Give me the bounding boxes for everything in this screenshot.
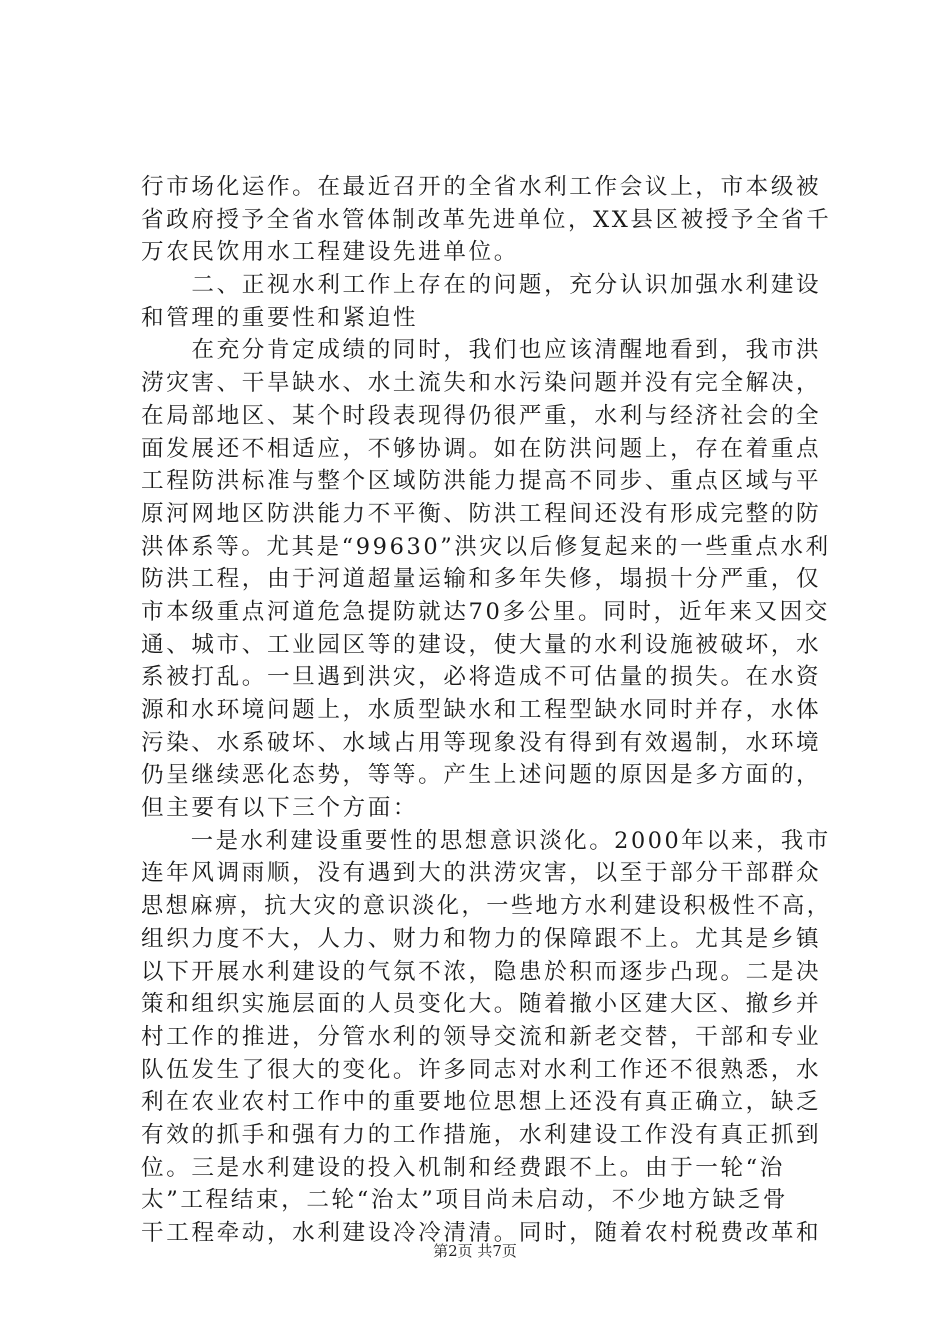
text-line: 连年风调雨顺，没有遇到大的洪涝灾害，以至于部分干部群众 <box>141 860 822 887</box>
text-line: 原河网地区防洪能力不平衡、防洪工程间还没有形成完整的防 <box>141 500 822 527</box>
text-line: 省政府授予全省水管体制改革先进单位，XX县区被授予全省千 <box>141 206 832 233</box>
text-line: 行市场化运作。在最近召开的全省水利工作会议上，市本级被 <box>141 174 822 200</box>
text-line: 有效的抓手和强有力的工作措施，水利建设工作没有真正抓到 <box>141 1121 822 1148</box>
text-line: 队伍发生了很大的变化。许多同志对水利工作还不很熟悉，水 <box>141 1056 822 1083</box>
text-line: 在局部地区、某个时段表现得仍很严重，水利与经济社会的全 <box>141 402 822 429</box>
text-line: 策和组织实施层面的人员变化大。随着撤小区建大区、撤乡并 <box>141 991 822 1018</box>
body-text <box>141 171 831 1250</box>
text-line: 通、城市、工业园区等的建设，使大量的水利设施被破坏，水 <box>141 631 822 658</box>
text-line: 太”工程结束，二轮“治太”项目尚未启动，不少地方缺乏骨 <box>141 1187 789 1214</box>
text-line: 洪体系等。尤其是“99630”洪灾以后修复起来的一些重点水利 <box>141 533 831 560</box>
text-line: 防洪工程，由于河道超量运输和多年失修，塌损十分严重，仅 <box>141 566 822 593</box>
text-line: 利在农业农村工作中的重要地位思想上还没有真正确立，缺乏 <box>141 1089 822 1116</box>
text-line: 万农民饮用水工程建设先进单位。 <box>141 239 519 266</box>
text-line: 干工程牵动，水利建设冷冷清清。同时，随着农村税费改革和 <box>141 1220 822 1246</box>
text-line: 仍呈继续恶化态势，等等。产生上述问题的原因是多方面的， <box>141 762 822 789</box>
text-line: 但主要有以下三个方面： <box>141 795 419 822</box>
text-line: 在充分肯定成绩的同时，我们也应该清醒地看到，我市洪 <box>141 337 822 364</box>
text-line: 涝灾害、干旱缺水、水土流失和水污染问题并没有完全解决， <box>141 370 822 397</box>
text-line: 市本级重点河道危急提防就达70多公里。同时，近年来又因交 <box>141 598 830 625</box>
text-line: 系被打乱。一旦遇到洪灾，必将造成不可估量的损失。在水资 <box>141 664 822 691</box>
text-line: 面发展还不相适应，不够协调。如在防洪问题上，存在着重点 <box>141 435 822 462</box>
text-line: 位。三是水利建设的投入机制和经费跟不上。由于一轮“治 <box>141 1154 785 1181</box>
text-line: 组织力度不大，人力、财力和物力的保障跟不上。尤其是乡镇 <box>141 925 822 952</box>
text-line: 工程防洪标准与整个区域防洪能力提高不同步、重点区域与平 <box>141 468 822 495</box>
text-line: 源和水环境问题上，水质型缺水和工程型缺水同时并存，水体 <box>141 697 822 723</box>
text-line: 污染、水系破坏、水域占用等现象没有得到有效遏制，水环境 <box>141 729 822 756</box>
text-line: 以下开展水利建设的气氛不浓，隐患於积而逐步凸现。二是决 <box>141 958 822 985</box>
text-line: 和管理的重要性和紧迫性 <box>141 304 419 331</box>
text-line: 思想麻痹，抗大灾的意识淡化，一些地方水利建设积极性不高， <box>141 893 832 920</box>
text-line: 村工作的推进，分管水利的领导交流和新老交替，干部和专业 <box>141 1023 822 1050</box>
text-line: 一是水利建设重要性的思想意识淡化。2000年以来，我市 <box>141 827 831 854</box>
page-footer: 第2页 共7页 <box>433 1242 517 1260</box>
text-line: 二、正视水利工作上存在的问题，充分认识加强水利建设 <box>141 272 822 299</box>
